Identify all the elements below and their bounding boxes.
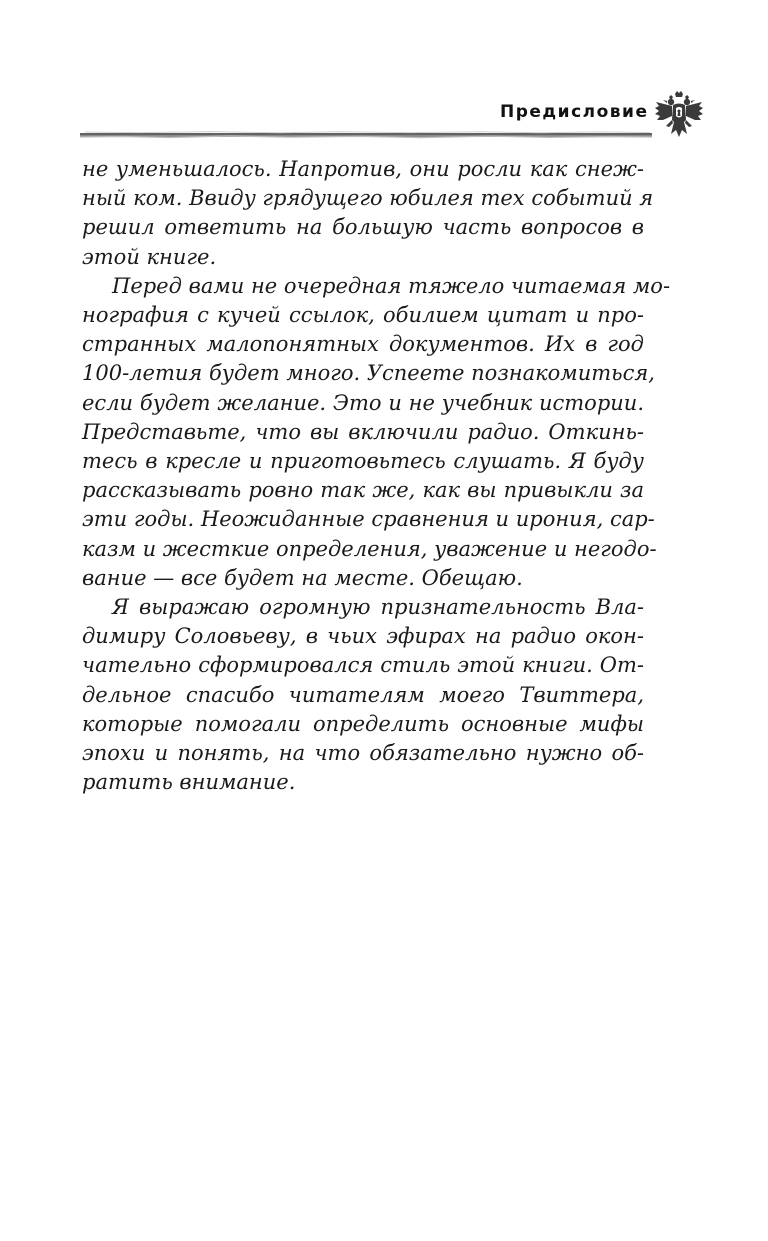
running-header	[0, 0, 768, 150]
paragraph-3	[82, 593, 644, 797]
text-line: странных малопонятных документов. Их в год	[82, 332, 644, 357]
text-line: вание — все будет на месте. Обещаю.	[82, 565, 523, 590]
paragraph-2	[82, 272, 671, 593]
text-line: если будет желание. Это и не учебник истории.	[82, 390, 644, 415]
text-line: которые помогали определить основные мифы	[82, 711, 644, 736]
text-line: Представьте, что вы включили радио. Откинь-	[82, 419, 644, 444]
text-line: решил ответить на большую часть вопросов в	[82, 215, 644, 240]
text-line: 100-летия будет много. Успеете познакомиться,	[82, 361, 655, 386]
section-title: Предисловие	[500, 102, 649, 122]
text-line: тесь в кресле и приготовьтесь слушать. Я буду	[82, 449, 644, 474]
text-line: Я выражаю огромную признательность Вла-	[112, 595, 644, 620]
text-line: рассказывать ровно так же, как вы привыкли за	[82, 478, 644, 503]
text-line: ратить внимание.	[82, 770, 296, 795]
text-line: димиру Соловьеву, в чьих эфирах на радио окон-	[82, 624, 644, 649]
text-line: Перед вами не очередная тяжело читаемая мо-	[112, 273, 671, 298]
text-line: чательно сформировался стиль этой книги. От-	[82, 653, 644, 678]
paragraph-1	[82, 155, 654, 272]
text-line: ный ком. Ввиду грядущего юбилея тех событий я	[82, 186, 654, 211]
header-rule	[80, 128, 652, 142]
double-headed-eagle-icon	[653, 90, 705, 142]
text-line: нография с кучей ссылок, обилием цитат и про-	[82, 303, 644, 328]
text-line: эти годы. Неожиданные сравнения и ирония, сар-	[82, 507, 655, 532]
text-line: эпохи и понять, на что обязательно нужно об-	[82, 741, 644, 766]
text-line: казм и жесткие определения, уважение и негодо-	[82, 536, 657, 561]
text-body	[82, 155, 671, 797]
text-line: дельное спасибо читателям моего Твиттера,	[82, 682, 644, 707]
text-line: не уменьшалось. Напротив, они росли как снеж-	[82, 157, 644, 181]
text-line: этой книге.	[82, 244, 217, 269]
